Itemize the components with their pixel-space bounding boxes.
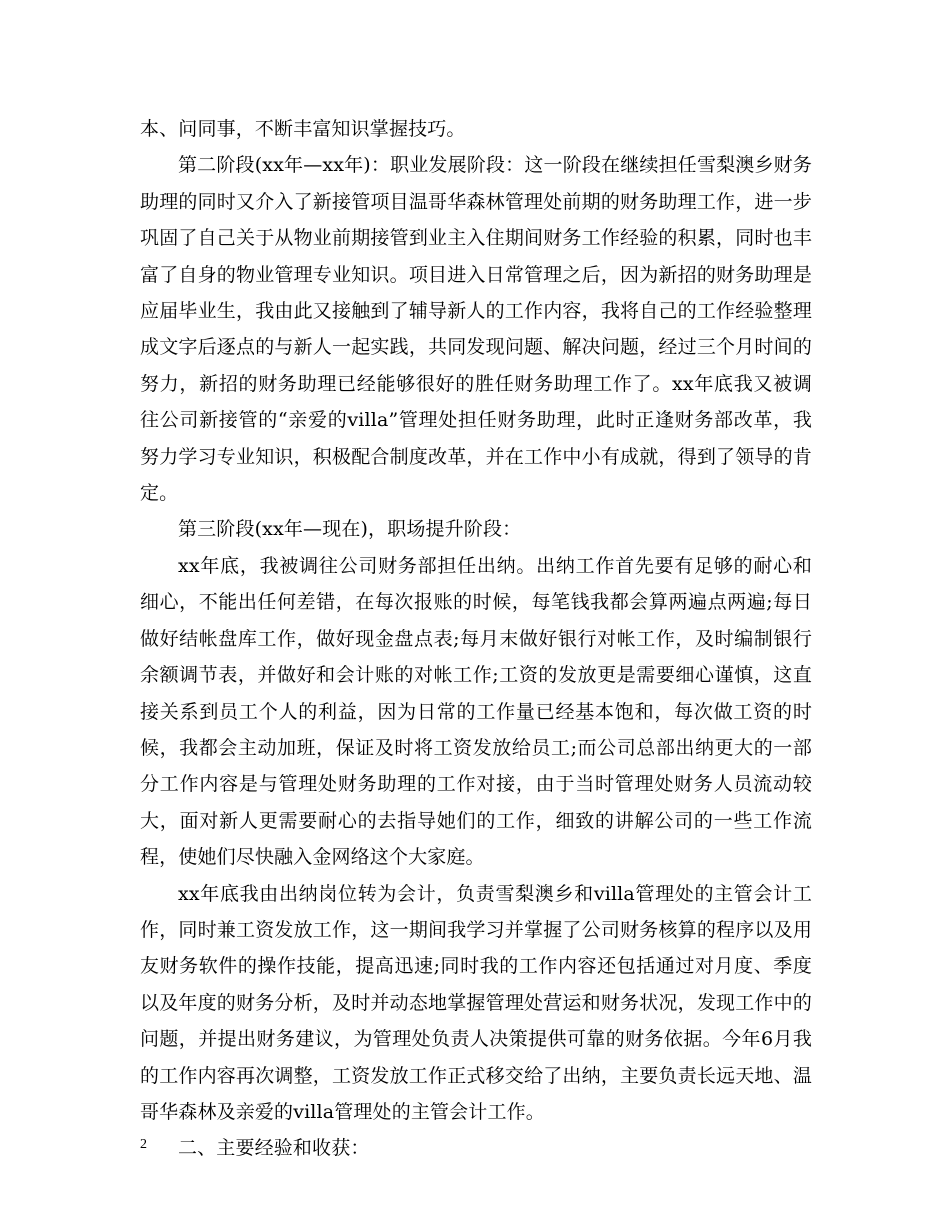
paragraph-3: 第三阶段(xx年—现在)，职场提升阶段： <box>178 518 522 541</box>
paragraph-2: 第二阶段(xx年—xx年)：职业发展阶段：这一阶段在继续担任雪梨澳乡财务助理的同时又介入了新接管项目温哥华森林管理处前期的财务助理工作，进一步巩固了自己关于从物业前期接管到业主入住期间财务工作经验的积累，同时也丰富了自身的物业管理专业知识。项目进入日常管理之后，因为新招的财务助理是应届毕业生，我由此又接触到了辅导新人的工作内容，我将自己的工作经验整理成文字后逐点的与新人一起实践，共同发现问题、解决问题，经过三个月时间的努力，新招的财务助理已经能够很好的胜任财务助理工作了。xx年底我又被调往公司新接管的“亲爱的villa”管理处担任财务助理，此时正逢财务部改革，我努力学习专业知识，积极配合制度改革，并在工作中小有成就，得到了领导的肯定。 <box>140 154 812 505</box>
section-heading: 二、主要经验和收获： <box>178 1137 370 1160</box>
page-number: 2 <box>140 1137 147 1152</box>
document-body <box>140 111 812 1167</box>
paragraph-4: xx年底，我被调往公司财务部担任出纳。出纳工作首先要有足够的耐心和细心，不能出任何差错，在每次报账的时候，每笔钱我都会算两遍点两遍;每日做好结帐盘库工作，做好现金盘点表;每月末做好银行对帐工作，及时编制银行余额调节表，并做好和会计账的对帐工作;工资的发放更是需要细心谨慎，这直接关系到员工个人的利益，因为日常的工作量已经基本饱和，每次做工资的时候，我都会主动加班，保证及时将工资发放给员工;而公司总部出纳更大的一部分工作内容是与管理处财务助理的工作对接，由于当时管理处财务人员流动较大，面对新人更需要耐心的去指导她们的工作，细致的讲解公司的一些工作流程，使她们尽快融入金网络这个大家庭。 <box>140 554 812 869</box>
paragraph-5: xx年底我由出纳岗位转为会计，负责雪梨澳乡和villa管理处的主管会计工作，同时兼工资发放工作，这一期间我学习并掌握了公司财务核算的程序以及用友财务软件的操作技能，提高迅速;同时我的工作内容还包括通过对月度、季度以及年度的财务分析，及时并动态地掌握管理处营运和财务状况，发现工作中的问题，并提出财务建议，为管理处负责人决策提供可靠的财务依据。今年6月我的工作内容再次调整，工资发放工作正式移交给了出纳，主要负责长远天地、温哥华森林及亲爱的villa管理处的主管会计工作。 <box>140 882 812 1123</box>
paragraph-1: 本、问同事，不断丰富知识掌握技巧。 <box>140 118 466 140</box>
